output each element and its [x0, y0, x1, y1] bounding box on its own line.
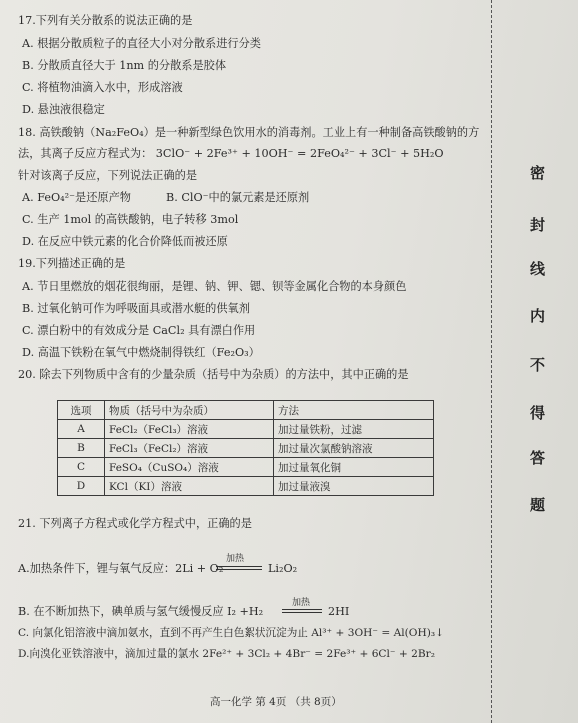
table-cell: B	[58, 439, 105, 458]
seal-char: 封	[530, 216, 546, 234]
table-cell: 加过量铁粉，过滤	[274, 420, 434, 439]
q18-option-c: C. 生产 1mol 的高铁酸钠，电子转移 3mol	[22, 213, 239, 226]
table-cell: FeCl₂（FeCl₃）溶液	[105, 420, 274, 439]
table-cell: 加过量液溴	[274, 477, 434, 496]
seal-char: 密	[530, 164, 546, 182]
q21-a-condition: 加热	[226, 554, 245, 564]
q20-options-table	[57, 400, 434, 496]
q21-b-reaction-arrow	[282, 609, 322, 610]
q19-option-d: D. 高温下铁粉在氧气中燃烧制得铁红（Fe₂O₃）	[22, 346, 260, 359]
q18-question: 针对该离子反应，下列说法正确的是	[18, 169, 198, 182]
table-cell: FeSO₄（CuSO₄）溶液	[105, 458, 274, 477]
seal-char: 答	[530, 449, 546, 467]
table-header-row	[58, 401, 434, 420]
seal-char: 题	[530, 496, 546, 514]
table-cell: 加过量次氯酸钠溶液	[274, 439, 434, 458]
seal-char: 不	[530, 356, 546, 374]
seal-dashed-line	[491, 0, 492, 723]
table-row	[58, 420, 434, 439]
q18-option-b: B. ClO⁻中的氯元素是还原剂	[166, 191, 310, 204]
table-cell: D	[58, 477, 105, 496]
q17-option-b: B. 分散质直径大于 1nm 的分散系是胶体	[22, 59, 227, 72]
seal-char: 得	[530, 404, 546, 422]
table-cell: KCl（KI）溶液	[105, 477, 274, 496]
table-cell: FeCl₃（FeCl₂）溶液	[105, 439, 274, 458]
q21-option-a: A.加热条件下，锂与氧气反应：2Li + O₂	[18, 562, 224, 575]
q21-option-d: D.向溴化亚铁溶液中，滴加过量的氯水 2Fe²⁺ + 3Cl₂ + 4Br⁻ = 2Fe³⁺ + 6Cl⁻ + 2Br₂	[18, 648, 435, 660]
q18-option-a: A. FeO₄²⁻是还原产物	[22, 191, 131, 204]
q21-a-product: Li₂O₂	[268, 562, 298, 575]
table-row	[58, 477, 434, 496]
table-cell: 加过量氧化铜	[274, 458, 434, 477]
q19-option-a: A. 节日里燃放的烟花很绚丽，是锂、钠、钾、锶、钡等金属化合物的本身颜色	[22, 280, 407, 293]
q21-b-product: 2HI	[328, 605, 350, 618]
seal-char: 内	[530, 307, 546, 325]
q19-option-c: C. 漂白粉中的有效成分是 CaCl₂ 具有漂白作用	[22, 324, 256, 337]
q20-stem: 20. 除去下列物质中含有的少量杂质（括号中为杂质）的方法中，其中正确的是	[18, 368, 409, 381]
q21-stem: 21. 下列离子方程式或化学方程式中，正确的是	[18, 517, 252, 530]
q17-option-c: C. 将植物油滴入水中，形成溶液	[22, 81, 183, 94]
q18-option-d: D. 在反应中铁元素的化合价降低而被还原	[22, 235, 228, 248]
q21-a-reaction-arrow-lower	[216, 569, 262, 570]
table-row	[58, 458, 434, 477]
table-row	[58, 439, 434, 458]
table-cell: C	[58, 458, 105, 477]
q17-option-d: D. 悬浊液很稳定	[22, 103, 105, 116]
column-header-option: 选项	[58, 401, 105, 420]
q21-a-reaction-arrow	[216, 566, 262, 567]
q18-stem: 18. 高铁酸钠（Na₂FeO₄）是一种新型绿色饮用水的消毒剂。工业上有一种制备高铁酸钠的方	[18, 126, 480, 139]
page-footer: 高一化学 第 4页 （共 8页）	[210, 696, 342, 708]
q19-stem: 19.下列描述正确的是	[18, 257, 126, 270]
q21-b-condition: 加热	[292, 598, 311, 608]
q17-option-a: A. 根据分散质粒子的直径大小对分散系进行分类	[22, 37, 261, 50]
table-cell: A	[58, 420, 105, 439]
column-header-method: 方法	[274, 401, 434, 420]
q21-b-reaction-arrow-lower	[282, 612, 322, 613]
q21-option-c: C. 向氯化铝溶液中滴加氨水，直到不再产生白色絮状沉淀为止 Al³⁺ + 3OH⁻ = Al(OH)₃↓	[18, 627, 444, 639]
column-header-substance: 物质（括号中为杂质）	[105, 401, 274, 420]
seal-char: 线	[530, 260, 546, 278]
q17-stem: 17.下列有关分散系的说法正确的是	[18, 14, 193, 27]
q18-equation: 法，其离子反应方程式为： 3ClO⁻ + 2Fe³⁺ + 10OH⁻ = 2FeO₄²⁻ + 3Cl⁻ + 5H₂O	[18, 147, 444, 160]
q19-option-b: B. 过氧化钠可作为呼吸面具或潜水艇的供氧剂	[22, 302, 250, 315]
q21-option-b: B. 在不断加热下，碘单质与氢气缓慢反应 I₂ +H₂	[18, 605, 264, 618]
